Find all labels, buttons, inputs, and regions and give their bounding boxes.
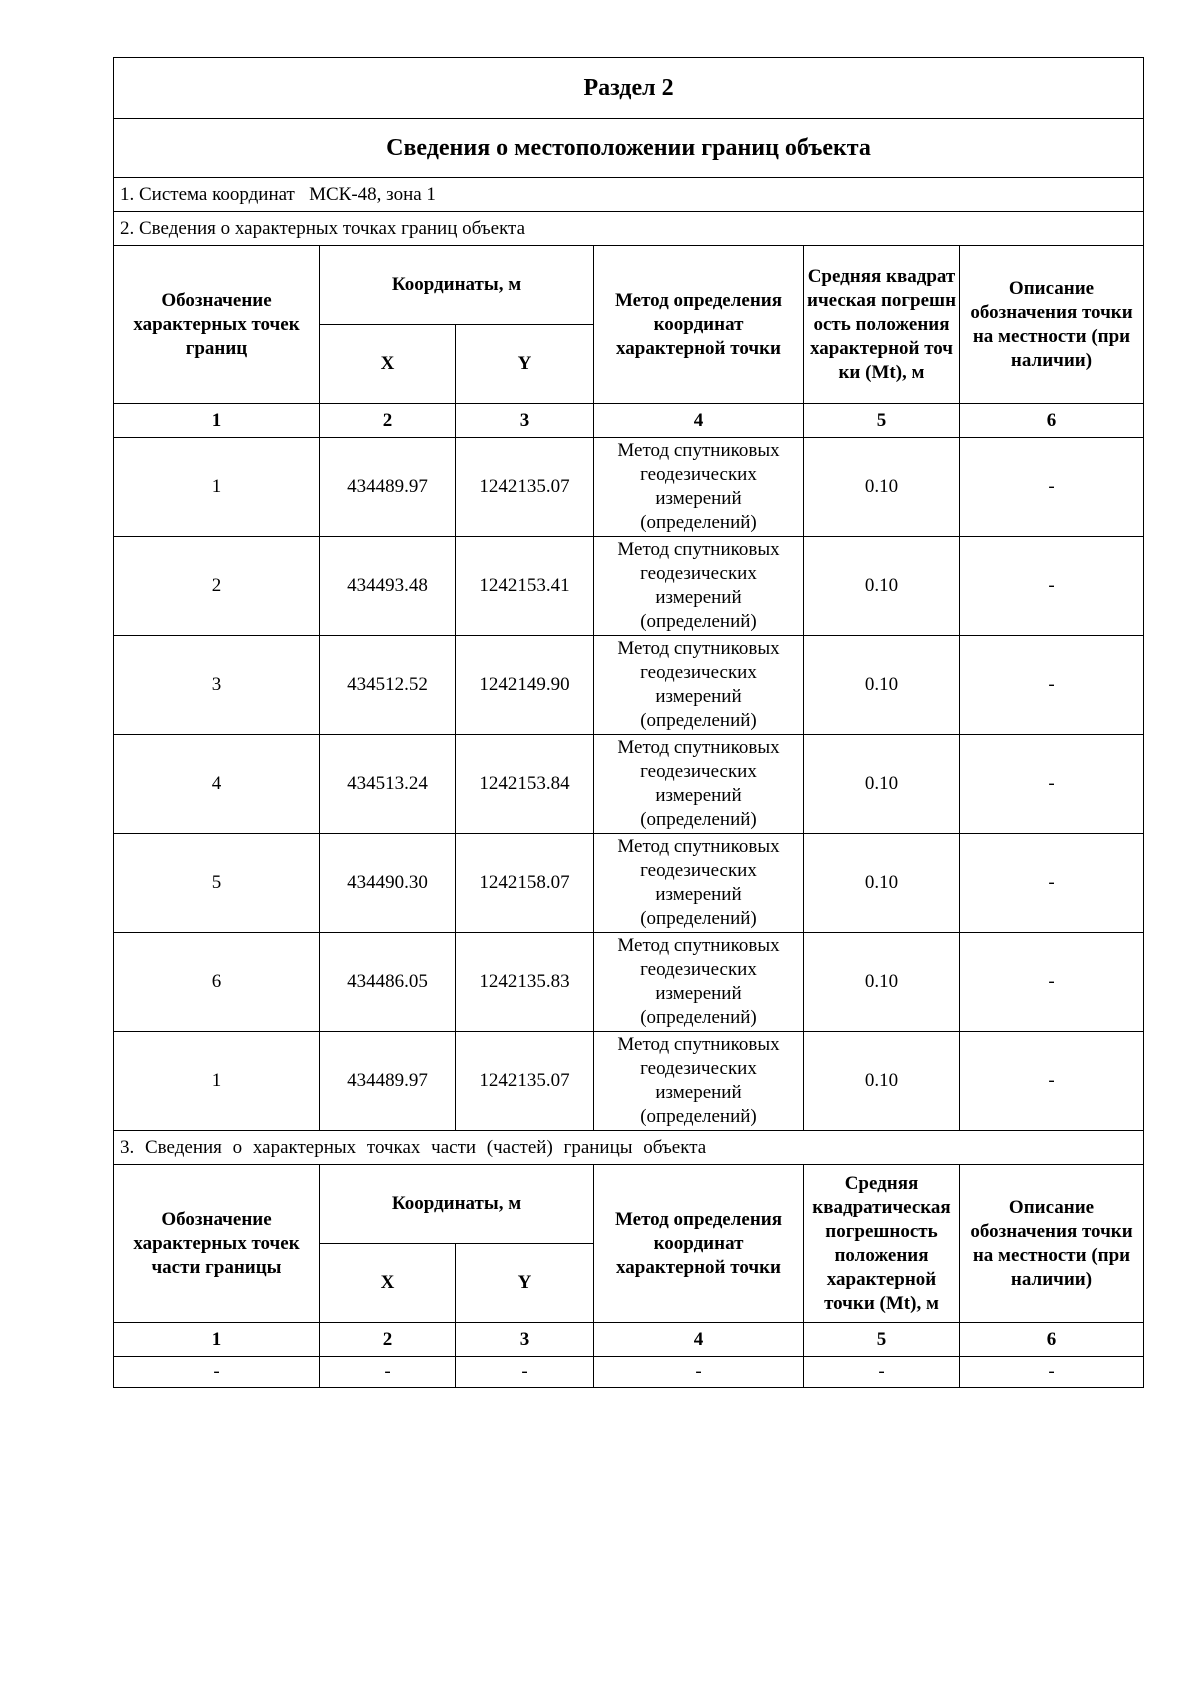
header-x: X	[320, 325, 456, 404]
cell-desc: -	[960, 933, 1144, 1032]
cell-y: 1242135.07	[456, 1032, 594, 1131]
cell-y: 1242158.07	[456, 834, 594, 933]
cell-error: -	[804, 1357, 960, 1388]
cell-x: 434512.52	[320, 636, 456, 735]
cell-desc: -	[960, 834, 1144, 933]
column-number-row	[114, 1323, 1144, 1357]
cell-error: 0.10	[804, 438, 960, 537]
header-coords: Координаты, м	[320, 246, 594, 325]
col-number: 5	[804, 1323, 960, 1357]
cell-x: 434493.48	[320, 537, 456, 636]
cell-error: 0.10	[804, 834, 960, 933]
col-number: 1	[114, 1323, 320, 1357]
cell-method: Метод спутниковых геодезических измерений (определений)	[594, 933, 804, 1032]
cell-point: 3	[114, 636, 320, 735]
cell-point: 2	[114, 537, 320, 636]
header-error: Средняя квадратическая погрешность положения характерной точки (Mt), м	[804, 1165, 960, 1323]
cell-x: 434513.24	[320, 735, 456, 834]
cell-method: Метод спутниковых геодезических измерений (определений)	[594, 735, 804, 834]
table-row	[114, 933, 1144, 1032]
cell-error: 0.10	[804, 735, 960, 834]
table-row	[114, 537, 1144, 636]
cell-desc: -	[960, 438, 1144, 537]
header-point: Обозначение характерных точек границ	[114, 246, 320, 404]
section-title: Раздел 2	[114, 58, 1144, 119]
cell-y: 1242153.41	[456, 537, 594, 636]
column-number-row	[114, 404, 1144, 438]
table-row	[114, 438, 1144, 537]
cell-method: Метод спутниковых геодезических измерений (определений)	[594, 1032, 804, 1131]
cell-error: 0.10	[804, 933, 960, 1032]
cell-desc: -	[960, 735, 1144, 834]
col-number: 2	[320, 404, 456, 438]
cell-y: -	[456, 1357, 594, 1388]
table-row	[114, 735, 1144, 834]
cell-desc: -	[960, 1357, 1144, 1388]
cell-point: 1	[114, 1032, 320, 1131]
table-row	[114, 1357, 1144, 1388]
header-y: Y	[456, 325, 594, 404]
parts-heading: 3. Сведения о характерных точках части (частей) границы объекта	[114, 1131, 1144, 1165]
table-row	[114, 636, 1144, 735]
header-desc: Описание обозначения точки на местности (при наличии)	[960, 246, 1144, 404]
header-method: Метод определения координат характерной точки	[594, 246, 804, 404]
col-number: 3	[456, 1323, 594, 1357]
table-row	[114, 1032, 1144, 1131]
col-number: 6	[960, 1323, 1144, 1357]
cell-x: 434489.97	[320, 438, 456, 537]
cell-point: 1	[114, 438, 320, 537]
cell-y: 1242135.83	[456, 933, 594, 1032]
col-number: 4	[594, 1323, 804, 1357]
cell-desc: -	[960, 537, 1144, 636]
cell-point: -	[114, 1357, 320, 1388]
cell-y: 1242135.07	[456, 438, 594, 537]
coord-system-line	[114, 178, 1144, 212]
table-row	[114, 834, 1144, 933]
cell-method: -	[594, 1357, 804, 1388]
cell-x: 434489.97	[320, 1032, 456, 1131]
col-number: 1	[114, 404, 320, 438]
col-number: 3	[456, 404, 594, 438]
header-method: Метод определения координат характерной точки	[594, 1165, 804, 1323]
cell-error: 0.10	[804, 636, 960, 735]
coord-system-value: МСК-48, зона 1	[309, 183, 436, 205]
header-y: Y	[456, 1244, 594, 1323]
header-x: X	[320, 1244, 456, 1323]
header-point: Обозначение характерных точек части границы	[114, 1165, 320, 1323]
coord-system-label: 1. Система координат	[120, 183, 295, 205]
header-coords: Координаты, м	[320, 1165, 594, 1244]
col-number: 5	[804, 404, 960, 438]
cell-x: 434490.30	[320, 834, 456, 933]
header-error: Средняя квадратическая погрешность положения характерной точки (Mt), м	[804, 246, 960, 404]
col-number: 2	[320, 1323, 456, 1357]
cell-method: Метод спутниковых геодезических измерений (определений)	[594, 438, 804, 537]
cell-point: 4	[114, 735, 320, 834]
header-desc: Описание обозначения точки на местности (при наличии)	[960, 1165, 1144, 1323]
cell-x: -	[320, 1357, 456, 1388]
cell-x: 434486.05	[320, 933, 456, 1032]
page-title: Сведения о местоположении границ объекта	[114, 119, 1144, 178]
cell-point: 6	[114, 933, 320, 1032]
cell-point: 5	[114, 834, 320, 933]
points-heading: 2. Сведения о характерных точках границ объекта	[114, 212, 1144, 246]
document-page	[113, 57, 1143, 1388]
col-number: 4	[594, 404, 804, 438]
cell-method: Метод спутниковых геодезических измерений (определений)	[594, 636, 804, 735]
cell-method: Метод спутниковых геодезических измерений (определений)	[594, 537, 804, 636]
cell-desc: -	[960, 1032, 1144, 1131]
cell-error: 0.10	[804, 537, 960, 636]
cell-y: 1242153.84	[456, 735, 594, 834]
cell-y: 1242149.90	[456, 636, 594, 735]
boundary-table	[113, 57, 1144, 1388]
col-number: 6	[960, 404, 1144, 438]
cell-error: 0.10	[804, 1032, 960, 1131]
cell-method: Метод спутниковых геодезических измерений (определений)	[594, 834, 804, 933]
cell-desc: -	[960, 636, 1144, 735]
